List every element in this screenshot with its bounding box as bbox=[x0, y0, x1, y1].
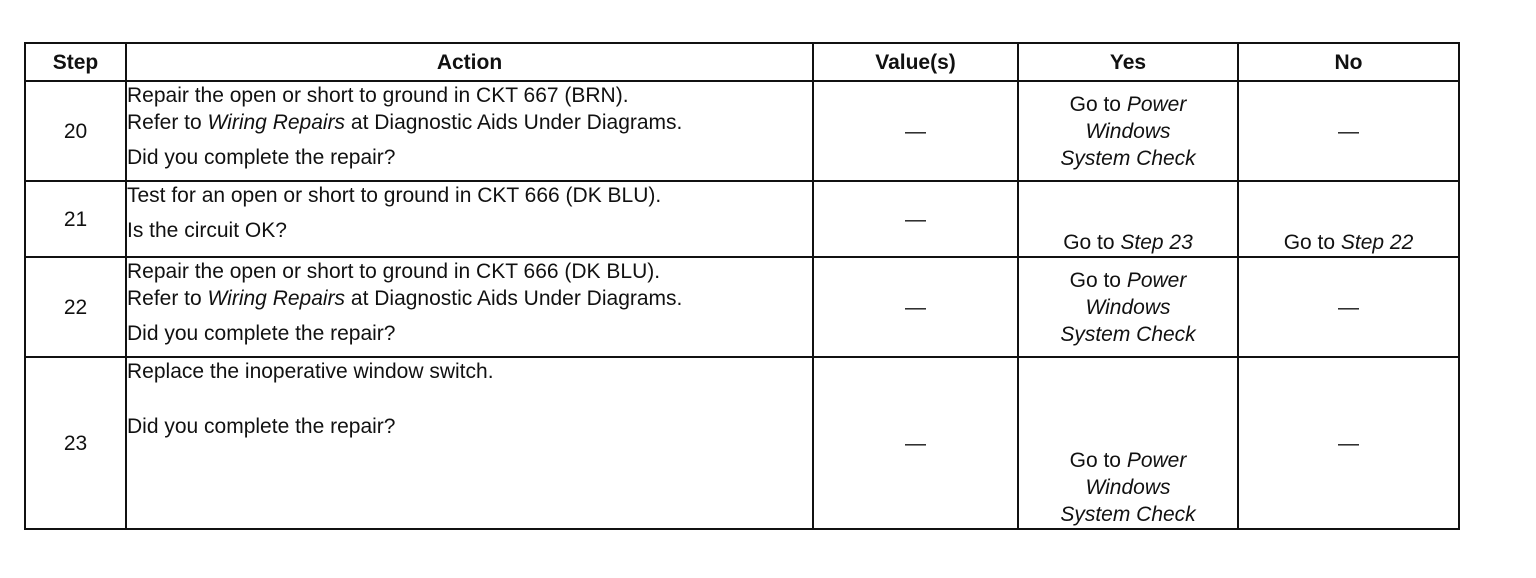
no-cell bbox=[1238, 257, 1459, 357]
refer-prefix: Refer to bbox=[127, 287, 208, 310]
action-question: Did you complete the repair? bbox=[127, 322, 396, 345]
action-text: Test for an open or short to ground in CKT 666 (DK BLU). bbox=[127, 184, 662, 207]
no-dash: — bbox=[1338, 431, 1359, 455]
no-cell bbox=[1238, 181, 1459, 257]
no-link-step[interactable]: Step 22 bbox=[1340, 231, 1414, 254]
no-cell bbox=[1238, 81, 1459, 181]
yes-cell bbox=[1018, 181, 1238, 257]
value-dash: — bbox=[905, 295, 926, 319]
action-cell bbox=[126, 81, 813, 181]
value-cell bbox=[813, 357, 1018, 529]
table-row bbox=[25, 257, 1459, 357]
table-row bbox=[25, 81, 1459, 181]
yes-link-step[interactable]: Step 23 bbox=[1120, 231, 1193, 254]
step-number: 22 bbox=[25, 257, 126, 357]
header-action: Action bbox=[126, 43, 813, 81]
yes-link-power[interactable]: Power bbox=[1126, 449, 1187, 472]
yes-link-windows[interactable]: Windows bbox=[1085, 119, 1171, 143]
yes-prefix: Go to bbox=[1069, 268, 1127, 292]
wiring-repairs-link[interactable]: Wiring Repairs bbox=[207, 287, 346, 310]
value-cell bbox=[813, 181, 1018, 257]
wiring-repairs-link[interactable]: Wiring Repairs bbox=[207, 111, 346, 134]
step-number: 21 bbox=[25, 181, 126, 257]
value-cell bbox=[813, 257, 1018, 357]
table-row bbox=[25, 181, 1459, 257]
header-no: No bbox=[1238, 43, 1459, 81]
header-values: Value(s) bbox=[813, 43, 1018, 81]
header-yes: Yes bbox=[1018, 43, 1238, 81]
yes-link-power[interactable]: Power bbox=[1126, 268, 1187, 292]
yes-link-power[interactable]: Power bbox=[1126, 92, 1187, 116]
no-cell bbox=[1238, 357, 1459, 529]
value-dash: — bbox=[905, 119, 926, 143]
action-text: Repair the open or short to ground in CKT 666 (DK BLU). bbox=[127, 260, 661, 283]
action-cell bbox=[126, 357, 813, 529]
yes-link-windows[interactable]: Windows bbox=[1085, 476, 1171, 499]
value-cell bbox=[813, 81, 1018, 181]
action-text: Replace the inoperative window switch. bbox=[127, 360, 494, 383]
yes-cell bbox=[1018, 81, 1238, 181]
action-question: Did you complete the repair? bbox=[127, 415, 396, 438]
header-step: Step bbox=[25, 43, 126, 81]
refer-prefix: Refer to bbox=[127, 111, 208, 134]
no-dash: — bbox=[1338, 119, 1359, 143]
refer-suffix: at Diagnostic Aids Under Diagrams. bbox=[345, 111, 683, 134]
no-dash: — bbox=[1338, 295, 1359, 319]
yes-prefix: Go to bbox=[1069, 92, 1127, 116]
action-refer bbox=[127, 285, 812, 312]
action-refer bbox=[127, 109, 812, 136]
yes-cell bbox=[1018, 357, 1238, 529]
action-cell bbox=[126, 257, 813, 357]
table-row bbox=[25, 357, 1459, 529]
action-question: Is the circuit OK? bbox=[127, 219, 287, 242]
step-number: 20 bbox=[25, 81, 126, 181]
yes-prefix: Go to bbox=[1069, 449, 1127, 472]
yes-cell bbox=[1018, 257, 1238, 357]
value-dash: — bbox=[905, 431, 926, 455]
action-cell bbox=[126, 181, 813, 257]
action-text: Repair the open or short to ground in CKT 667 (BRN). bbox=[127, 84, 629, 107]
no-prefix: Go to bbox=[1283, 231, 1341, 254]
refer-suffix: at Diagnostic Aids Under Diagrams. bbox=[345, 287, 683, 310]
value-dash: — bbox=[905, 207, 926, 231]
yes-link-system-check[interactable]: System Check bbox=[1060, 322, 1196, 346]
yes-link-system-check[interactable]: System Check bbox=[1060, 146, 1196, 170]
action-question: Did you complete the repair? bbox=[127, 146, 396, 169]
yes-link-system-check[interactable]: System Check bbox=[1060, 503, 1196, 526]
header-row bbox=[25, 43, 1459, 81]
diagnostic-table bbox=[24, 42, 1460, 530]
yes-prefix: Go to bbox=[1063, 231, 1121, 254]
yes-link-windows[interactable]: Windows bbox=[1085, 295, 1171, 319]
step-number: 23 bbox=[25, 357, 126, 529]
